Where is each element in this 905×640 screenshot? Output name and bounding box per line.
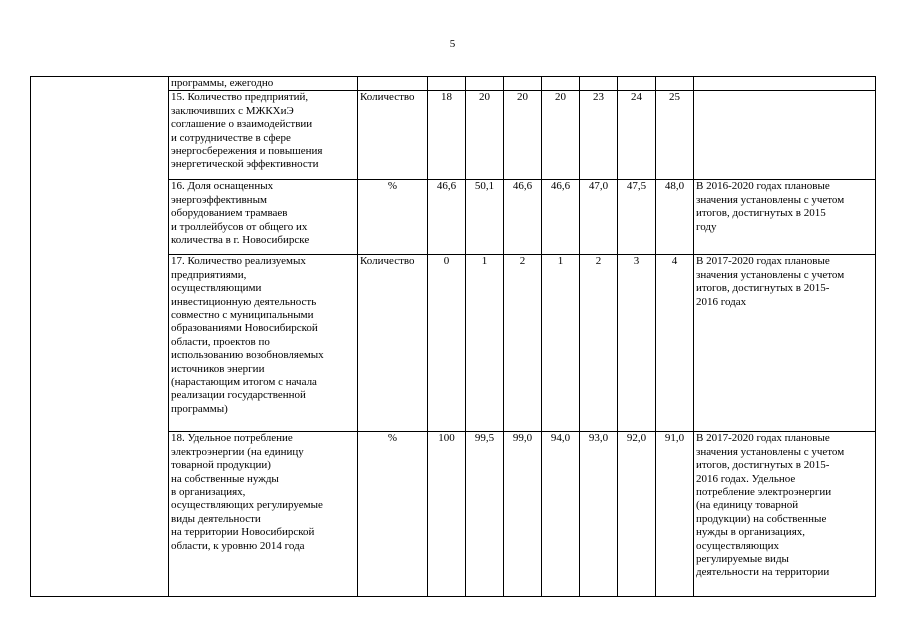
value-cell: 23 <box>580 91 618 180</box>
value-cell: 18 <box>428 91 466 180</box>
indicators-table <box>30 76 876 597</box>
value-cell: 93,0 <box>580 432 618 597</box>
indicator-name: 18. Удельное потребление электроэнергии (на единицу товарной продукции) на собственные нужды в организациях, осуществляющих регулируемые виды деятельности на территории Новосибирской области, к уровню 2014 года <box>169 432 358 597</box>
value-cell: 46,6 <box>504 180 542 255</box>
indicator-note: В 2016-2020 годах плановые значения установлены с учетом итогов, достигнутых в 2015 году <box>694 180 876 255</box>
value-cell: 2 <box>580 255 618 432</box>
indicator-name: 17. Количество реализуемых предприятиями, осуществляющими инвестиционную деятельность совместно с муниципальными образованиями Новосибирской области, проектов по использованию возобновляемых источников энергии (нарастающим итогом с начала реализации государственной программы) <box>169 255 358 432</box>
page-number: 5 <box>449 38 456 50</box>
value-cell <box>656 77 694 91</box>
value-cell: 92,0 <box>618 432 656 597</box>
section-cell <box>31 77 169 597</box>
value-cell: 48,0 <box>656 180 694 255</box>
indicator-name: 16. Доля оснащенных энергоэффективным оборудованием трамваев и троллейбусов от общего их количества в г. Новосибирске <box>169 180 358 255</box>
indicator-note: В 2017-2020 годах плановые значения установлены с учетом итогов, достигнутых в 2015- 2016 годах <box>694 255 876 432</box>
value-cell: 0 <box>428 255 466 432</box>
value-cell: 50,1 <box>466 180 504 255</box>
indicator-unit <box>358 77 428 91</box>
value-cell: 91,0 <box>656 432 694 597</box>
indicator-note: В 2017-2020 годах плановые значения установлены с учетом итогов, достигнутых в 2015- 2016 годах. Удельное потребление электроэнергии (на единицу товарной продукции) на собственные нужды в организациях, осуществляющих регулируемые виды деятельности на территории <box>694 432 876 597</box>
value-cell: 1 <box>466 255 504 432</box>
value-cell: 94,0 <box>542 432 580 597</box>
indicator-unit: Количество <box>358 255 428 432</box>
value-cell <box>618 77 656 91</box>
indicator-name: программы, ежегодно <box>169 77 358 91</box>
value-cell: 46,6 <box>428 180 466 255</box>
indicator-unit: % <box>358 180 428 255</box>
indicator-unit: Количество <box>358 91 428 180</box>
value-cell: 99,5 <box>466 432 504 597</box>
value-cell: 4 <box>656 255 694 432</box>
value-cell <box>580 77 618 91</box>
value-cell: 99,0 <box>504 432 542 597</box>
indicator-name: 15. Количество предприятий, заключивших с МЖКХиЭ соглашение о взаимодействии и сотрудничестве в сфере энергосбережения и повышения энергетической эффективности <box>169 91 358 180</box>
table-row <box>31 77 876 91</box>
value-cell: 3 <box>618 255 656 432</box>
indicator-note <box>694 77 876 91</box>
value-cell <box>542 77 580 91</box>
value-cell: 47,0 <box>580 180 618 255</box>
indicator-note <box>694 91 876 180</box>
value-cell <box>428 77 466 91</box>
value-cell <box>504 77 542 91</box>
value-cell: 20 <box>504 91 542 180</box>
value-cell: 47,5 <box>618 180 656 255</box>
value-cell: 46,6 <box>542 180 580 255</box>
value-cell: 20 <box>542 91 580 180</box>
value-cell: 2 <box>504 255 542 432</box>
value-cell: 1 <box>542 255 580 432</box>
indicator-unit: % <box>358 432 428 597</box>
value-cell: 24 <box>618 91 656 180</box>
value-cell: 100 <box>428 432 466 597</box>
value-cell: 20 <box>466 91 504 180</box>
value-cell: 25 <box>656 91 694 180</box>
value-cell <box>466 77 504 91</box>
